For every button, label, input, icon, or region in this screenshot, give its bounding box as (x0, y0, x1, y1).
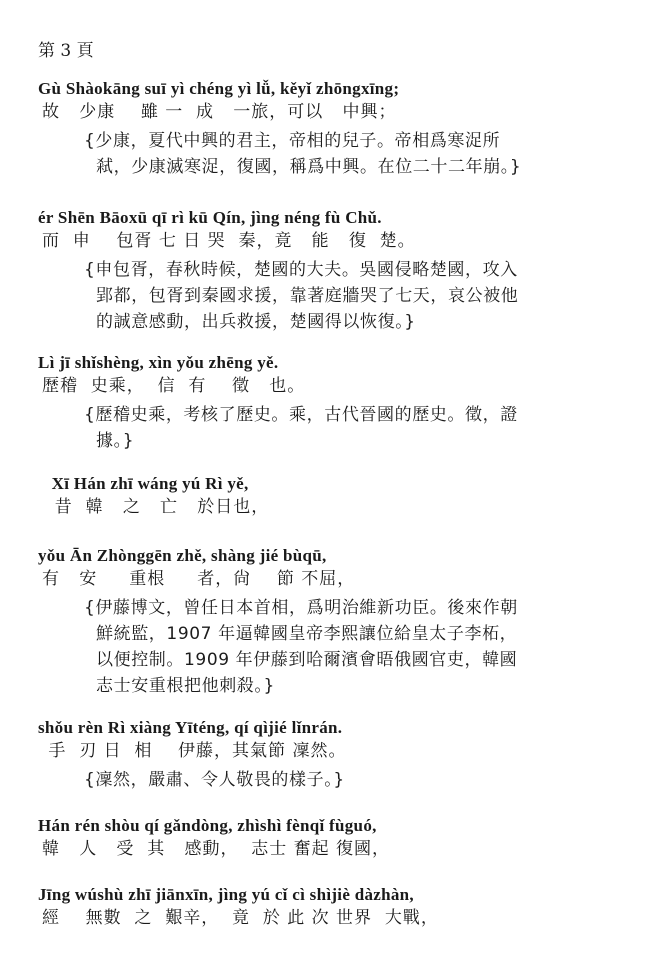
pinyin-line: ér Shēn Bāoxū qī rì kū Qín, jìng néng fù Chǔ. (38, 208, 382, 227)
pinyin-line: Gù Shàokāng suī yì chéng yì lǚ, kěyǐ zhōngxīng; (38, 79, 400, 98)
hanzi-line: 昔 韓 之 亡 於日也， (42, 497, 270, 517)
verse-block-4 (38, 473, 658, 519)
page-number: 第 3 頁 (38, 41, 94, 61)
hanzi-line: 有 安 重根 者，尙 節 不屈， (42, 569, 356, 589)
verse-block-6 (38, 717, 658, 793)
hanzi-line: 手 刃 日 相 伊藤，其氣節 凜然。 (42, 741, 347, 761)
pinyin-line: Xī Hán zhī wáng yú Rì yě, (38, 474, 249, 493)
hanzi-line: 韓 人 受 其 感動， 志士 奮起 復國， (42, 839, 391, 859)
verse-block-8 (38, 884, 658, 930)
pinyin-line: Lì jī shǐshèng, xìn yǒu zhēng yě. (38, 353, 279, 372)
verse-block-1 (38, 78, 658, 180)
verse-block-2 (38, 207, 658, 335)
verse-block-3 (38, 352, 658, 454)
hanzi-line: 歷稽 史乘， 信 有 徵 也。 (42, 376, 306, 396)
hanzi-line: 經 無數 之 艱辛， 竟 於 此 次 世界 大戰， (42, 908, 439, 928)
hanzi-line: 故 少康 雖 一 成 一旅，可以 中興； (42, 102, 397, 122)
pinyin-line: Jīng wúshù zhī jiānxīn, jìng yú cǐ cì shìjiè dàzhàn, (38, 885, 414, 904)
pinyin-line: shǒu rèn Rì xiàng Yīténg, qí qìjié lǐnrán. (38, 718, 343, 737)
hanzi-line: 而 申 包胥 七 日 哭 秦，竟 能 復 楚。 (42, 231, 416, 251)
verse-block-5 (38, 545, 658, 699)
annotation: {少康，夏代中興的君主，帝相的兒子。帝相爲寒浞所 弒，少康滅寒浞，復國，稱爲中興。在位二十二年崩。} (84, 131, 522, 177)
annotation: {申包胥，春秋時候，楚國的大夫。吳國侵略楚國，攻入 郢都，包胥到秦國求援，靠著庭牆哭了七天，哀公被他 的誠意感動，出兵救援，楚國得以恢復。} (84, 260, 519, 332)
annotation: {凜然，嚴肅、令人敬畏的樣子。} (84, 770, 345, 790)
pinyin-line: Hán rén shòu qí gǎndòng, zhìshì fènqǐ fùguó, (38, 816, 377, 835)
verse-block-7 (38, 815, 658, 861)
annotation: {伊藤博文，曾任日本首相，爲明治維新功臣。後來作朝 鮮統監，1907 年逼韓國皇帝李熙讓位給皇太子李柘， 以便控制。1909 年伊藤到哈爾濱會晤俄國官吏，韓國 志士安重根把他刺殺。} (84, 598, 518, 696)
pinyin-line: yǒu Ān Zhònggēn zhě, shàng jié bùqū, (38, 546, 327, 565)
annotation: {歷稽史乘，考核了歷史。乘，古代晉國的歷史。徵，證 據。} (84, 405, 518, 451)
